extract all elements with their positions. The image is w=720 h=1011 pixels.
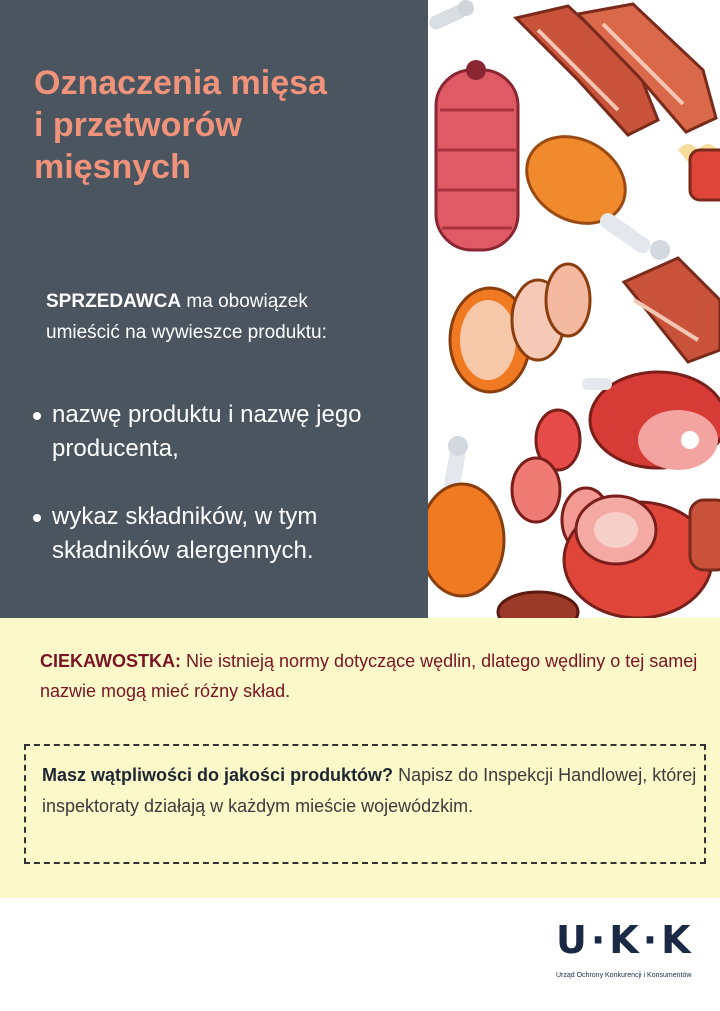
- bacon-icon: [624, 258, 720, 362]
- fact-body: Nie istnieją normy dotyczące wędlin, dlatego wędliny o tej samej nazwie mogą mieć różny skład.: [40, 651, 698, 701]
- drumstick-icon: [511, 119, 670, 260]
- intro-text: [46, 286, 416, 348]
- requirement-item: nazwę produktu i nazwę jego producenta,: [30, 398, 420, 466]
- title-line-1: Oznaczenia mięsa: [34, 64, 327, 102]
- fact-label: CIEKAWOSTKA:: [40, 651, 181, 671]
- meat-illustration-svg: [428, 0, 720, 618]
- page-title: [34, 62, 414, 188]
- title-line-2: i przetworów: [34, 106, 242, 144]
- notice-box: [24, 744, 706, 864]
- intro-text-2: umieścić na wywieszce produktu:: [46, 322, 327, 343]
- logo-caption: Urząd Ochrony Konkurencji i Konsumentów: [556, 972, 692, 979]
- requirements-list: [30, 398, 420, 602]
- title-line-3: mięsnych: [34, 148, 191, 186]
- bone-icon: [428, 0, 474, 32]
- intro-seller-label: SPRZEDAWCA: [46, 291, 182, 312]
- logo-mark: U·K·K: [556, 918, 695, 962]
- fact-text: [40, 646, 700, 706]
- sausage-icon: [436, 60, 518, 250]
- info-panel: [0, 0, 428, 618]
- drumstick-icon: [428, 436, 504, 596]
- notice-body: Napisz do Inspekcji Handlowej, której inspektoraty działają w każdym mieście wojewódzkim.: [42, 765, 697, 816]
- ham-icon: [582, 372, 720, 470]
- salami-slices-icon: [450, 264, 590, 392]
- requirement-item: wykaz składników, w tym składników alergennych.: [30, 500, 420, 568]
- info-band: [0, 618, 720, 898]
- meat-illustration: [428, 0, 720, 618]
- intro-text-1: ma obowiązek: [181, 291, 308, 312]
- uokik-logo: [556, 918, 712, 994]
- bacon-icon: [516, 4, 716, 135]
- notice-question: Masz wątpliwości do jakości produktów?: [42, 765, 394, 785]
